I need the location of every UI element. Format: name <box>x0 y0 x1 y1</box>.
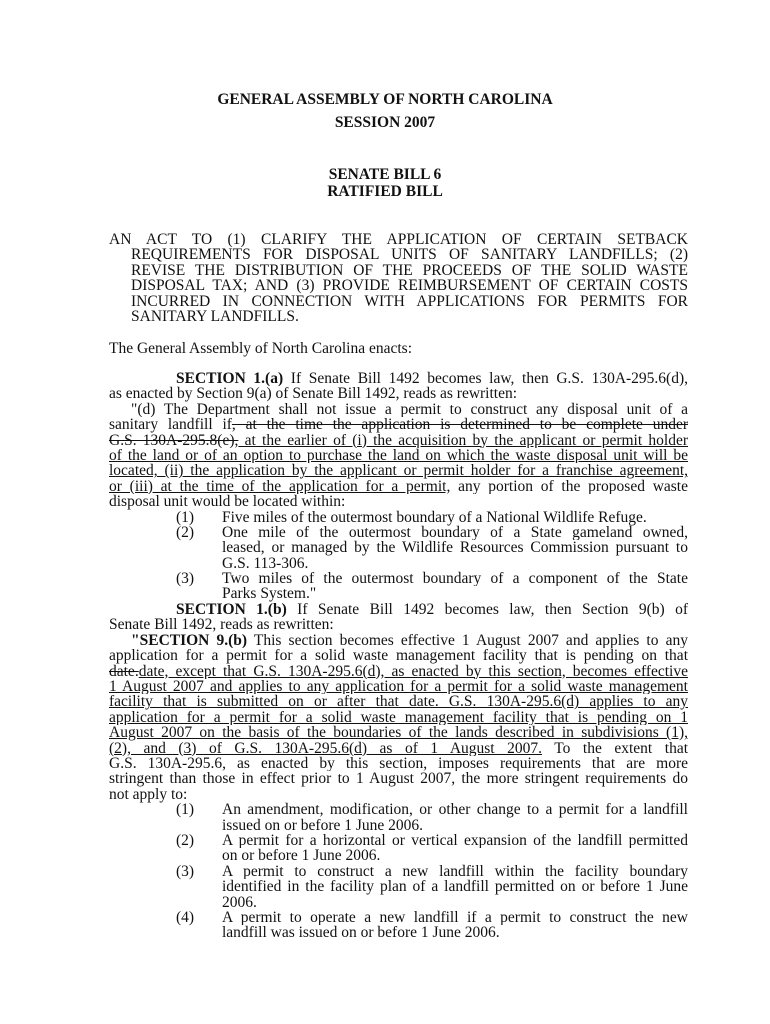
section-1b-heading: SECTION 1.(b) <box>176 602 287 618</box>
subsection-d-line <box>109 479 688 494</box>
assembly-heading: GENERAL ASSEMBLY OF NORTH CAROLINA <box>217 91 553 108</box>
act-title-line: DISPOSAL TAX; AND (3) PROVIDE REIMBURSEMENT OF CERTAIN COSTS <box>131 278 688 294</box>
list-item-text: 2006. <box>222 893 257 911</box>
act-title <box>109 232 688 247</box>
enacting-clause <box>109 341 412 356</box>
list-item-text: One mile of the outermost boundary of a State gameland owned, <box>222 525 688 541</box>
list-item <box>222 910 688 941</box>
deleted-text: , at the time the application is determined to be complete under <box>231 417 688 433</box>
subsection-d-line <box>109 448 688 463</box>
section-1a-text: If Senate Bill 1492 becomes law, then G.S. 130A-295.6(d), <box>290 371 688 387</box>
section-9b-line: G.S. 130A-295.6, as enacted by this section, imposes requirements that are more <box>109 755 688 772</box>
list-item-text: Parks System." <box>222 585 317 603</box>
inserted-text: date, except that G.S. 130A-295.6(d), as enacted by this section, becomes effective <box>138 663 688 679</box>
section-9b-line <box>109 633 688 648</box>
subsection-d-line <box>109 417 688 432</box>
list-item-text: on or before 1 June 2006. <box>222 847 381 865</box>
list-number: (4) <box>176 909 195 926</box>
inserted-text: or (iii) at the time of the application for a permit, <box>109 478 451 495</box>
list-item <box>222 525 688 571</box>
inserted-text: facility that is submitted on or after that date. G.S. 130A-295.6(d) applies to any <box>109 694 688 710</box>
section-1b-text: If Senate Bill 1492 becomes law, then Section 9(b) of <box>297 602 688 618</box>
list-number: (2) <box>176 832 195 849</box>
list-item-text: An amendment, modification, or other change to a permit for a landfill <box>222 802 688 818</box>
section-1a-line: as enacted by Section 9(a) of Senate Bill 1492, reads as rewritten: <box>109 385 518 403</box>
list-item <box>222 802 688 833</box>
list-item <box>222 571 688 602</box>
list-item-text: Two miles of the outermost boundary of a component of the State <box>222 571 688 587</box>
section-1a-line <box>109 371 688 386</box>
section-9b-line: not apply to: <box>109 785 188 803</box>
section-1b-line: Senate Bill 1492, reads as rewritten: <box>109 616 334 634</box>
list-number: (3) <box>176 862 195 880</box>
section-1b-line <box>109 602 688 617</box>
bill-status: RATIFIED BILL <box>327 183 443 200</box>
list-number: (3) <box>176 570 195 587</box>
section-9b-line <box>109 710 688 725</box>
section-9b-line <box>109 664 688 679</box>
enacting-text: The General Assembly of North Carolina enacts: <box>109 340 413 357</box>
section-1b <box>109 602 688 802</box>
act-title-line: AN ACT TO (1) CLARIFY THE APPLICATION OF CERTAIN SETBACK <box>109 232 688 248</box>
list-number: (2) <box>176 524 195 541</box>
act-title-line: REQUIREMENTS FOR DISPOSAL UNITS OF SANITARY LANDFILLS; (2) <box>131 247 688 263</box>
act-title-line: SANITARY LANDFILLS. <box>131 307 299 325</box>
subsection-d-line <box>109 433 688 448</box>
list-item-text: landfill was issued on or before 1 June 2006. <box>222 924 500 942</box>
section-1a <box>109 371 688 510</box>
list-item <box>222 864 688 910</box>
list-item-text: A permit for a horizontal or vertical expansion of the landfill permitted <box>222 833 688 849</box>
inserted-text: of the land or of an option to purchase the land on which the waste disposal unit will be <box>109 447 688 464</box>
list-item <box>222 833 688 864</box>
section-9b-line <box>109 694 688 709</box>
section-9b-line <box>109 741 688 756</box>
inserted-text: located, (ii) the application by the applicant or permit holder for a franchise agreement, <box>109 463 688 479</box>
deleted-text: date. <box>109 663 139 679</box>
section-1a-heading: SECTION 1.(a) <box>176 371 284 387</box>
bill-number: SENATE BILL 6 <box>328 166 442 183</box>
subsection-d-line: "(d) The Department shall not issue a permit to construct any disposal unit of a <box>131 401 688 418</box>
act-title-line: REVISE THE DISTRIBUTION OF THE PROCEEDS OF THE SOLID WASTE <box>131 262 688 279</box>
session-heading: SESSION 2007 <box>334 114 436 131</box>
plain-text: sanitary landfill if <box>109 417 232 433</box>
list-item-text: leased, or managed by the Wildlife Resources Commission pursuant to <box>222 540 688 556</box>
section-9b-heading: "SECTION 9.(b) <box>131 632 248 649</box>
list-item-text: A permit to construct a new landfill within the facility boundary <box>222 863 688 880</box>
list-item-text: issued on or before 1 June 2006. <box>222 816 424 834</box>
list-item-text: identified in the facility plan of a landfill permitted on or before 1 June <box>222 879 688 895</box>
list-item-text: Five miles of the outermost boundary of a National Wildlife Refuge. <box>222 508 647 526</box>
inserted-text: at the earlier of (i) the acquisition by the applicant or permit holder <box>238 432 688 448</box>
inserted-text: August 2007 on the basis of the boundaries of the lands described in subdivisions (1), <box>109 725 688 741</box>
subsection-d-line <box>109 463 688 478</box>
inserted-text: 1 August 2007 and applies to any application for a permit for a solid waste management <box>109 678 688 695</box>
section-9b-line <box>109 725 688 740</box>
inserted-text: (2), and (3) of G.S. 130A-295.6(d) as of 1 August 2007. <box>109 740 543 756</box>
list-number: (1) <box>176 508 195 526</box>
deleted-text: G.S. 130A-295.8(e), <box>109 432 239 448</box>
act-title-continuation <box>131 247 688 324</box>
list-item <box>222 510 688 525</box>
section-9b-line: stringent than those in effect prior to 1 August 2007, the more stringent requirements do <box>109 771 688 787</box>
plain-text: any portion of the proposed waste <box>450 478 688 495</box>
list-number: (1) <box>176 801 195 819</box>
section-9b-line: application for a permit for a solid waste management facility that is pending on that <box>109 648 688 664</box>
plain-text: This section becomes effective 1 August 2007 and applies to any <box>253 632 688 649</box>
plain-text: To the extent that <box>542 740 688 756</box>
subsection-d-line: disposal unit would be located within: <box>109 493 346 511</box>
section-9b-line <box>109 679 688 694</box>
inserted-text: application for a permit for a solid waste management facility that is pending on 1 <box>109 709 688 726</box>
list-item-text: A permit to operate a new landfill if a permit to construct the new <box>222 910 688 926</box>
act-title-line: INCURRED IN CONNECTION WITH APPLICATIONS FOR PERMITS FOR <box>131 293 688 309</box>
list-item-text: G.S. 113-306. <box>222 554 309 572</box>
